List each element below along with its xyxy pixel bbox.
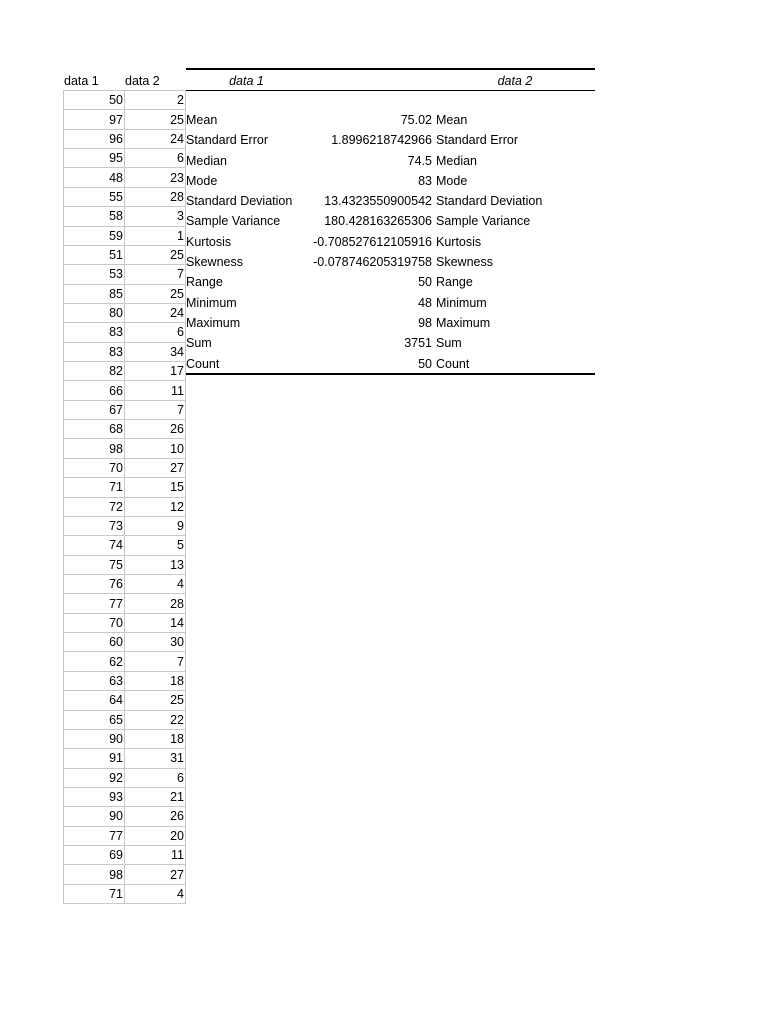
stat-value: 50	[418, 275, 432, 290]
stats-header-rule	[186, 90, 595, 91]
table-row	[64, 516, 186, 535]
table-row	[64, 633, 186, 652]
stat-row	[186, 171, 595, 191]
cell-data-1[interactable]: 75	[64, 555, 125, 574]
table-row	[64, 187, 186, 206]
cell-data-1[interactable]: 71	[64, 884, 125, 903]
cell-data-2[interactable]: 10	[125, 439, 186, 458]
stat-label: Sample Variance	[186, 214, 281, 229]
table-row	[64, 729, 186, 748]
cell-data-2[interactable]: 25	[125, 245, 186, 264]
table-row	[64, 884, 186, 903]
table-row	[64, 458, 186, 477]
table-row	[64, 749, 186, 768]
column-header-data-1: data 1	[64, 74, 99, 88]
stat-value: 3751	[404, 336, 432, 351]
cell-data-2[interactable]: 26	[125, 420, 186, 439]
stat-label: Sum	[186, 336, 212, 351]
cell-data-1[interactable]: 68	[64, 420, 125, 439]
stat-label: Range	[186, 275, 223, 290]
cell-data-1[interactable]: 83	[64, 342, 125, 361]
stat-label-data-2: Count	[436, 356, 470, 371]
stat-label: Skewness	[186, 255, 243, 270]
table-row	[64, 613, 186, 632]
table-row	[64, 652, 186, 671]
cell-data-1[interactable]: 90	[64, 729, 125, 748]
cell-data-2[interactable]: 9	[125, 516, 186, 535]
table-row	[64, 149, 186, 168]
stat-label: Mode	[186, 173, 218, 188]
stat-label-data-2: Minimum	[436, 295, 487, 310]
cell-data-2[interactable]: 2	[125, 91, 186, 110]
cell-data-2[interactable]: 24	[125, 129, 186, 148]
stats-top-rule	[186, 68, 595, 70]
stat-label: Mean	[186, 113, 218, 127]
stat-label-data-2: Mean	[436, 113, 468, 127]
cell-data-1[interactable]: 62	[64, 652, 125, 671]
stat-row	[186, 110, 595, 130]
table-row	[64, 787, 186, 806]
table-row	[64, 846, 186, 865]
table-row	[64, 323, 186, 342]
table-row	[64, 303, 186, 322]
stats-header-data-1: data 1	[229, 74, 264, 88]
cell-data-1[interactable]: 74	[64, 536, 125, 555]
cell-data-2[interactable]: 22	[125, 710, 186, 729]
cell-data-1[interactable]: 91	[64, 749, 125, 768]
stat-row	[186, 293, 595, 313]
cell-data-2[interactable]: 15	[125, 478, 186, 497]
stats-bottom-rule	[186, 373, 595, 375]
cell-data-1[interactable]: 53	[64, 265, 125, 284]
table-row	[64, 478, 186, 497]
cell-data-1[interactable]: 64	[64, 691, 125, 710]
cell-data-2[interactable]: 24	[125, 303, 186, 322]
stat-label-data-2: Standard Deviation	[436, 194, 543, 209]
cell-data-1[interactable]: 82	[64, 362, 125, 381]
cell-data-2[interactable]: 3	[125, 207, 186, 226]
table-row	[64, 768, 186, 787]
stat-label: Maximum	[186, 315, 241, 330]
cell-data-1[interactable]: 90	[64, 807, 125, 826]
stat-label-data-2: Sample Variance	[436, 214, 531, 229]
stat-row	[186, 252, 595, 272]
stat-value: 13.4323550900542	[324, 194, 432, 209]
stat-label-data-2: Kurtosis	[436, 234, 482, 249]
stat-value: 75.02	[400, 113, 432, 127]
stat-value: 98	[418, 315, 432, 330]
stat-row	[186, 191, 595, 211]
cell-data-1[interactable]: 67	[64, 400, 125, 419]
table-row	[64, 555, 186, 574]
stat-row	[186, 354, 595, 374]
table-row	[64, 110, 186, 129]
table-row	[64, 168, 186, 187]
cell-data-1[interactable]: 65	[64, 710, 125, 729]
cell-data-2[interactable]: 25	[125, 284, 186, 303]
cell-data-1[interactable]: 77	[64, 826, 125, 845]
cell-data-1[interactable]: 59	[64, 226, 125, 245]
stat-value: 1.8996218742966	[331, 133, 432, 148]
cell-data-1[interactable]: 76	[64, 574, 125, 593]
cell-data-1[interactable]: 96	[64, 129, 125, 148]
stat-label: Standard Error	[186, 133, 268, 148]
table-row	[64, 420, 186, 439]
cell-data-2[interactable]: 13	[125, 555, 186, 574]
stat-label-data-2: Sum	[436, 336, 462, 351]
table-row	[64, 265, 186, 284]
stat-label: Kurtosis	[186, 234, 232, 249]
table-row	[64, 400, 186, 419]
table-row	[64, 342, 186, 361]
cell-data-2[interactable]: 30	[125, 633, 186, 652]
table-row	[64, 226, 186, 245]
table-row	[64, 362, 186, 381]
table-row	[64, 129, 186, 148]
cell-data-1[interactable]: 70	[64, 613, 125, 632]
cell-data-1[interactable]: 55	[64, 187, 125, 206]
cell-data-2[interactable]: 4	[125, 574, 186, 593]
stat-row	[186, 313, 595, 333]
table-row	[64, 284, 186, 303]
cell-data-2[interactable]: 11	[125, 846, 186, 865]
table-row	[64, 691, 186, 710]
cell-data-2[interactable]: 1	[125, 226, 186, 245]
cell-data-2[interactable]: 28	[125, 187, 186, 206]
cell-data-1[interactable]: 48	[64, 168, 125, 187]
column-header-data-2: data 2	[125, 74, 160, 88]
table-row	[64, 574, 186, 593]
cell-data-2[interactable]: 12	[125, 497, 186, 516]
stat-row	[186, 151, 595, 171]
cell-data-2[interactable]: 18	[125, 729, 186, 748]
stat-value: 180.428163265306	[324, 214, 432, 229]
cell-data-1[interactable]: 73	[64, 516, 125, 535]
data-grid	[63, 90, 186, 904]
stat-row	[186, 232, 595, 252]
cell-data-1[interactable]: 69	[64, 846, 125, 865]
table-row	[64, 439, 186, 458]
stat-label-data-2: Skewness	[436, 255, 493, 270]
stat-value: 74.5	[407, 153, 432, 168]
cell-data-1[interactable]: 66	[64, 381, 125, 400]
cell-data-1[interactable]: 77	[64, 594, 125, 613]
table-row	[64, 671, 186, 690]
cell-data-2[interactable]: 20	[125, 826, 186, 845]
stat-label-data-2: Mode	[436, 173, 468, 188]
table-row	[64, 710, 186, 729]
table-row	[64, 536, 186, 555]
cell-data-2[interactable]: 7	[125, 652, 186, 671]
cell-data-1[interactable]: 50	[64, 91, 125, 110]
stat-value: 48	[418, 295, 432, 310]
cell-data-2[interactable]: 23	[125, 168, 186, 187]
stat-label: Minimum	[186, 295, 237, 310]
cell-data-2[interactable]: 6	[125, 323, 186, 342]
cell-data-2[interactable]: 6	[125, 149, 186, 168]
table-row	[64, 807, 186, 826]
stat-value: 50	[418, 356, 432, 371]
stat-value: 83	[418, 173, 432, 188]
stat-label-data-2: Range	[436, 275, 473, 290]
cell-data-2[interactable]: 11	[125, 381, 186, 400]
cell-data-1[interactable]: 58	[64, 207, 125, 226]
table-row	[64, 826, 186, 845]
stat-row	[186, 211, 595, 231]
cell-data-2[interactable]: 26	[125, 807, 186, 826]
cell-data-1[interactable]: 63	[64, 671, 125, 690]
cell-data-2[interactable]: 5	[125, 536, 186, 555]
stat-label: Standard Deviation	[186, 194, 293, 209]
cell-data-1[interactable]: 83	[64, 323, 125, 342]
table-row	[64, 497, 186, 516]
cell-data-1[interactable]: 85	[64, 284, 125, 303]
stat-label: Count	[186, 356, 220, 371]
table-row	[64, 207, 186, 226]
cell-data-1[interactable]: 51	[64, 245, 125, 264]
cell-data-2[interactable]: 27	[125, 458, 186, 477]
stat-label-data-2: Median	[436, 153, 477, 168]
cell-data-1[interactable]: 71	[64, 478, 125, 497]
cell-data-2[interactable]: 6	[125, 768, 186, 787]
cell-data-1[interactable]: 93	[64, 787, 125, 806]
table-row	[64, 381, 186, 400]
stat-label-data-2: Standard Error	[436, 133, 518, 148]
cell-data-1[interactable]: 95	[64, 149, 125, 168]
stat-row	[186, 333, 595, 353]
cell-data-1[interactable]: 70	[64, 458, 125, 477]
stat-value: -0.078746205319758	[313, 255, 432, 270]
cell-data-2[interactable]: 27	[125, 865, 186, 884]
table-row	[64, 91, 186, 110]
descriptive-statistics-table	[186, 110, 595, 374]
cell-data-2[interactable]: 18	[125, 671, 186, 690]
cell-data-2[interactable]: 21	[125, 787, 186, 806]
table-row	[64, 865, 186, 884]
cell-data-1[interactable]: 98	[64, 865, 125, 884]
cell-data-2[interactable]: 7	[125, 265, 186, 284]
stat-row	[186, 272, 595, 292]
cell-data-2[interactable]: 14	[125, 613, 186, 632]
cell-data-2[interactable]: 28	[125, 594, 186, 613]
cell-data-2[interactable]: 25	[125, 110, 186, 129]
stats-header-data-2: data 2	[497, 74, 533, 88]
stat-value: -0.708527612105916	[313, 234, 432, 249]
cell-data-1[interactable]: 60	[64, 633, 125, 652]
cell-data-2[interactable]: 7	[125, 400, 186, 419]
cell-data-2[interactable]: 34	[125, 342, 186, 361]
cell-data-1[interactable]: 98	[64, 439, 125, 458]
table-row	[64, 594, 186, 613]
cell-data-1[interactable]: 72	[64, 497, 125, 516]
stat-label-data-2: Maximum	[436, 315, 491, 330]
stat-row	[186, 130, 595, 150]
cell-data-1[interactable]: 97	[64, 110, 125, 129]
cell-data-2[interactable]: 25	[125, 691, 186, 710]
cell-data-2[interactable]: 31	[125, 749, 186, 768]
table-row	[64, 245, 186, 264]
cell-data-2[interactable]: 4	[125, 884, 186, 903]
cell-data-1[interactable]: 80	[64, 303, 125, 322]
cell-data-2[interactable]: 17	[125, 362, 186, 381]
cell-data-1[interactable]: 92	[64, 768, 125, 787]
stat-label: Median	[186, 153, 227, 168]
